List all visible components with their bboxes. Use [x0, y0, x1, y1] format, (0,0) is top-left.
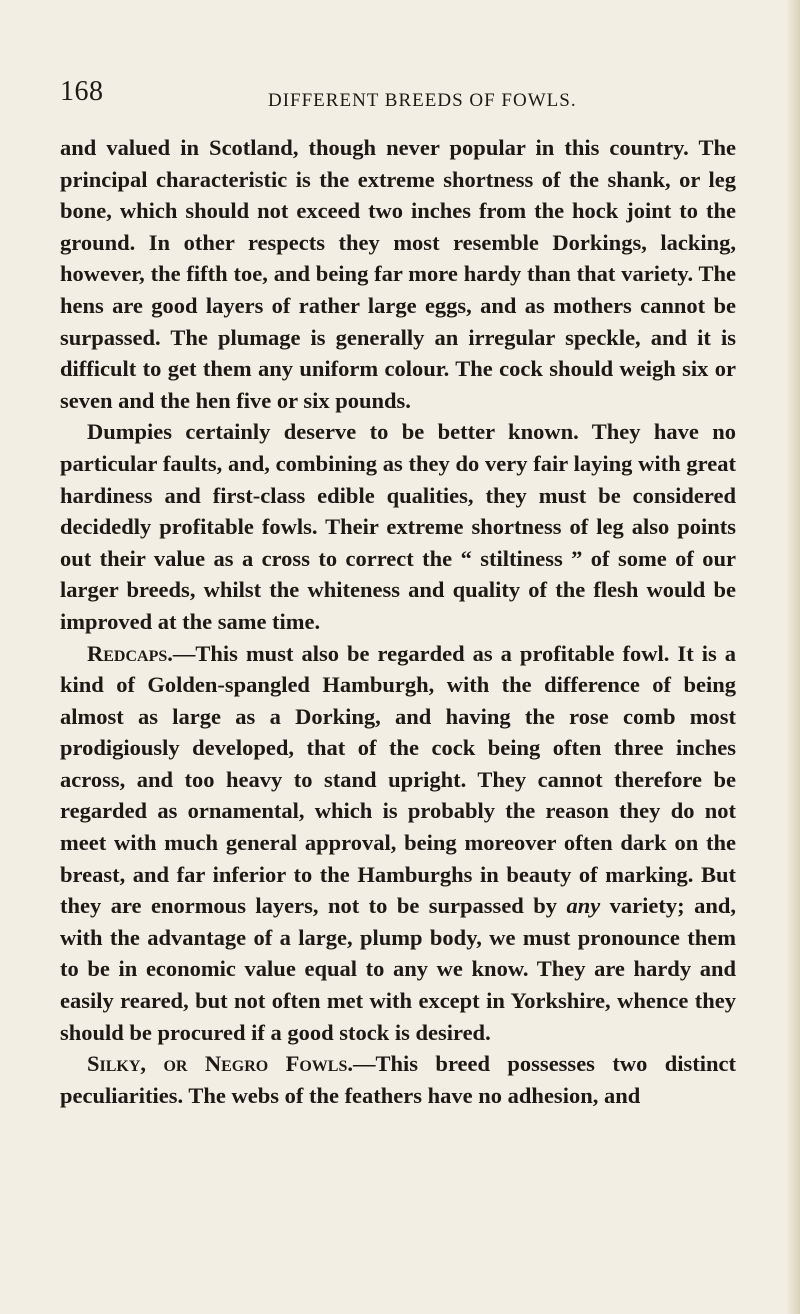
redcaps-text-part-2: variety; and, with the advantage of a large, plump body, we must pronounce them to be in economic value equal to any we know. They are hardy and easily reared, but not often met with except in Yorkshire, whence they should be procured if a good stock is desired.: [60, 893, 736, 1045]
section-heading-silky: Silky, or Negro Fowls.: [87, 1051, 353, 1077]
section-heading-redcaps: Redcaps.: [87, 640, 173, 666]
page-edge-shadow: [786, 0, 800, 1314]
paragraph-dumpies: Dumpies certainly deserve to be better known. They have no particular faults, and, combining as they do very fair laying with great hardiness and first-class edible qualities, they must be considered decidedly profitable fowls. Their extreme shortness of leg also points out their value as a cross to correct the “ stiltiness ” of some of our larger breeds, whilst the whiteness and quality of the flesh would be improved at the same time.: [60, 419, 736, 634]
redcaps-text-part-1: —This must also be regarded as a profitable fowl. It is a kind of Golden-spangled Hamburgh, with the difference of being almost as large as a Dorking, and having the rose comb most prodigiously developed, that of the cock being often three inches across, and too heavy to stand upright. They cannot therefore be regarded as ornamental, which is probably the reason they do not meet with much general approval, being moreover often dark on the breast, and far inferior to the Hamburghs in beauty of marking. But they are enormous layers, not to be surpassed by: [60, 640, 736, 919]
silky-text: —This breed possesses two distinct peculiarities. The webs of the feathers have no adhesion, and: [60, 1051, 736, 1108]
redcaps-emphasis: any: [566, 893, 601, 919]
page-number: 168: [60, 76, 104, 107]
paragraph-silky: [60, 1048, 736, 1111]
body-text: [60, 132, 736, 1111]
paragraph-redcaps: [60, 638, 736, 1049]
running-head: DIFFERENT BREEDS OF FOWLS.: [268, 90, 577, 111]
paragraph-1: and valued in Scotland, though never popular in this country. The principal characteristic is the extreme shortness of the shank, or leg bone, which should not exceed two inches from the hock joint to the ground. In other respects they most resemble Dorkings, lacking, however, the fifth toe, and being far more hardy than that variety. The hens are good layers of rather large eggs, and as mothers cannot be surpassed. The plumage is generally an irregular speckle, and it is difficult to get them any uniform colour. The cock should weigh six or seven and the hen five or six pounds.: [60, 135, 736, 413]
